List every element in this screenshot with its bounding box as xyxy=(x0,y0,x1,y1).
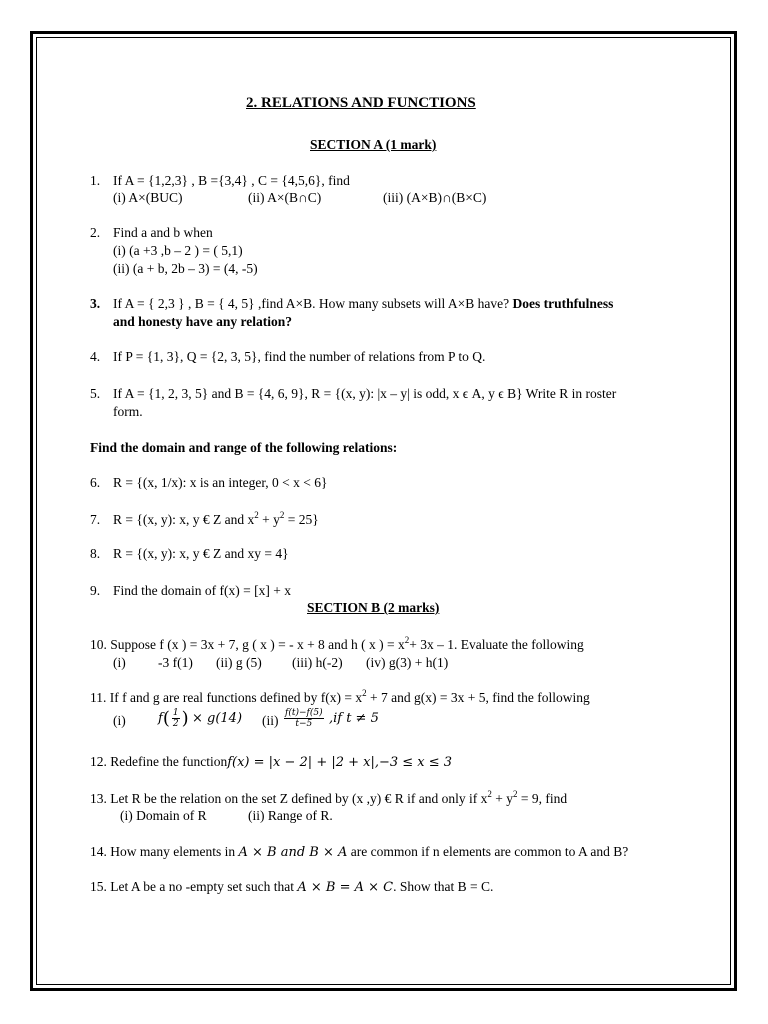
q9-number: 9. xyxy=(90,583,101,598)
q2-part-i: (i) (a +3 ,b – 2 ) = ( 5,1) xyxy=(113,243,243,258)
q3-text: If A = { 2,3 } , B = { 4, 5} ,find A×B. How many subsets will A×B have? Does truthfulness xyxy=(113,296,614,311)
q7-text: R = {(x, y): x, y € Z and $x^2 + y^2 = 25$} xyxy=(113,510,319,527)
q1-number: 1. xyxy=(90,173,101,188)
q5-number: 5. xyxy=(90,386,101,401)
q2-part-ii: (ii) (a + b, 2b – 3) = (4, -5) xyxy=(113,261,258,276)
q2-text: Find a and b when xyxy=(113,225,213,240)
q14-text: 14. How many elements in A × B and B × A are common if n elements are common to A and B? xyxy=(90,844,629,860)
q11-part-i: (i) xyxy=(113,713,126,728)
q5-text-cont: form. xyxy=(113,404,143,419)
q4-number: 4. xyxy=(90,349,101,364)
q10-part-i-expr: -3 f(1) xyxy=(158,655,193,670)
section-a-heading: SECTION A (1 mark) xyxy=(310,137,437,152)
q6-text: R = {(x, 1/x): x is an integer, 0 < x < 6} xyxy=(113,475,328,490)
q5-text: If A = {1, 2, 3, 5} and B = {4, 6, 9}, R = {(x, y): |x – y| is odd, x ϵ A, y ϵ B} Write R in roster xyxy=(113,386,617,401)
q7-number: 7. xyxy=(90,512,101,527)
q4-text: If P = {1, 3}, Q = {2, 3, 5}, find the number of relations from P to Q. xyxy=(113,349,486,364)
q13-text: 13. Let R be the relation on the set Z defined by (x ,y) € R if and only if $x^2 + y^2 = 9$, find xyxy=(90,789,568,806)
q10-text: 10. Suppose f (x ) = 3x + 7, g ( x ) = - x + 8 and h ( x ) = $x^2+ 3x - 1$. Evaluate the following xyxy=(90,635,584,652)
q1-part-iii: (iii) (A×B)∩(B×C) xyxy=(383,190,487,205)
domain-range-heading: Find the domain and range of the following relations: xyxy=(90,440,398,455)
section-b-heading: SECTION B (2 marks) xyxy=(307,600,440,615)
q2-number: 2. xyxy=(90,225,101,240)
q3-text-bold: and honesty have any relation? xyxy=(113,314,293,329)
q11-part-ii-expr: $\frac{f(t)-f(5)}{t-5}$ ,if t ≠ 5 xyxy=(285,708,379,730)
q11-part-ii: (ii) xyxy=(262,713,279,728)
q10-part-iv: (iv) g(3) + h(1) xyxy=(366,655,449,670)
q3-number: 3. xyxy=(90,296,101,311)
q6-number: 6. xyxy=(90,475,101,490)
q11-part-i-expr: f( $\frac{1}{2}$ ) × g(14) xyxy=(158,707,243,730)
q10-part-iii: (iii) h(-2) xyxy=(292,655,343,670)
q10-part-ii: (ii) g (5) xyxy=(216,655,262,670)
q1-part-ii: (ii) A×(B∩C) xyxy=(248,190,322,205)
q1-text: If A = {1,2,3} , B ={3,4} , C = {4,5,6}, find xyxy=(113,173,350,188)
q10-part-i: (i) xyxy=(113,655,126,670)
q1-part-i: (i) A×(BUC) xyxy=(113,190,183,205)
q11-text: 11. If f and g are real functions defined by $f(x) = x^2 + 7$ and g(x) = 3x + 5, find the following xyxy=(90,688,590,705)
q8-number: 8. xyxy=(90,546,101,561)
q15-text: 15. Let A be a no -empty set such that A × B = A × C. Show that B = C. xyxy=(90,879,494,895)
q9-text: Find the domain of f(x) = [x] + x xyxy=(113,583,291,598)
q12-text: 12. Redefine the functionf(x) = |x − 2| + |2 + x|,−3 ≤ x ≤ 3 xyxy=(90,754,453,770)
q8-text: R = {(x, y): x, y € Z and xy = 4} xyxy=(113,546,289,561)
page-title: 2. RELATIONS AND FUNCTIONS xyxy=(246,95,476,111)
q13-part-ii: (ii) Range of R. xyxy=(248,808,333,823)
q13-part-i: (i) Domain of R xyxy=(120,808,207,823)
